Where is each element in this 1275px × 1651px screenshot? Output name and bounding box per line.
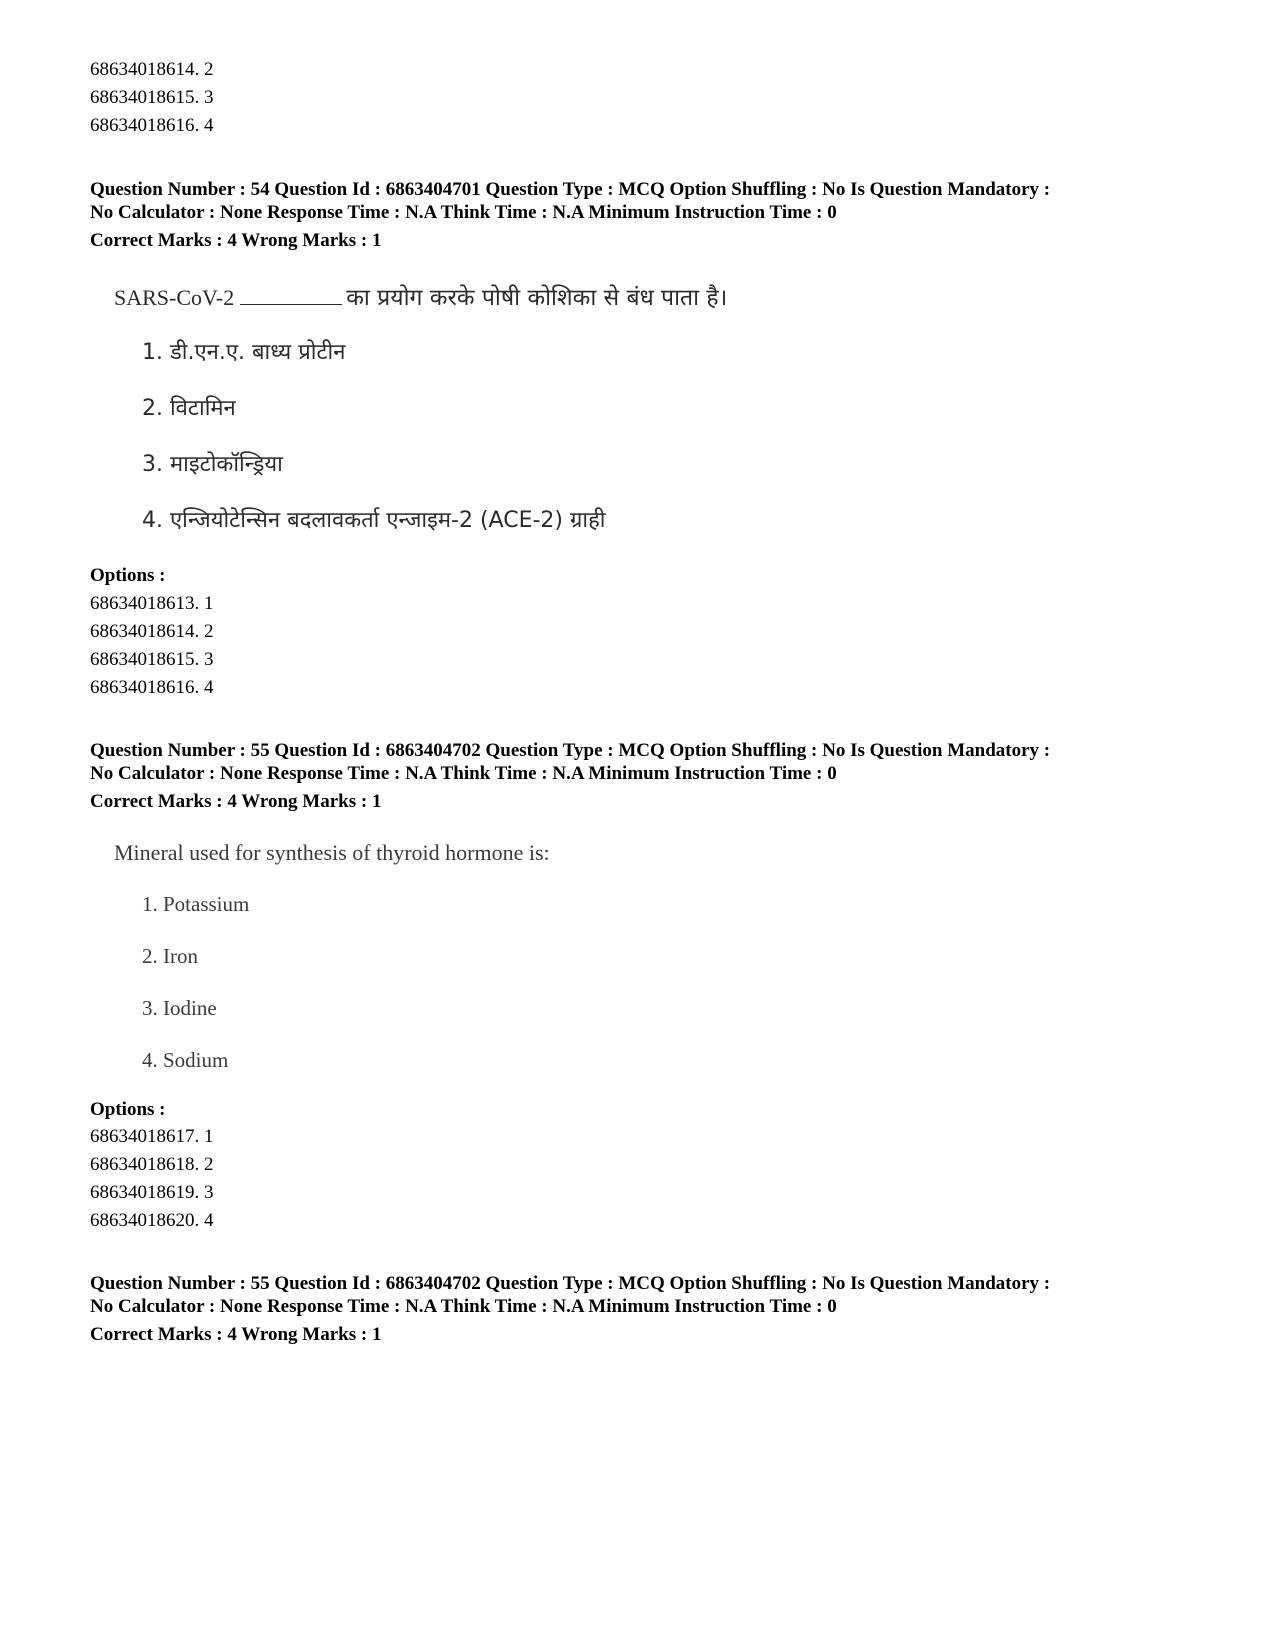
question-header-line2: No Calculator : None Response Time : N.A Think Time : N.A Minimum Instruction Time : 0	[90, 1296, 837, 1317]
options-label: Options :	[90, 1099, 166, 1120]
option-id-line: 68634018616. 4	[90, 677, 214, 698]
option-id-line: 68634018613. 1	[90, 593, 214, 614]
option-id-line: 68634018614. 2	[90, 621, 214, 642]
question-header-line1: Question Number : 54 Question Id : 6863404701 Question Type : MCQ Option Shuffling : No Is Question Mandatory :	[90, 179, 1051, 200]
answer-choice: 1. Potassium	[142, 892, 250, 916]
answer-choice: 4. एन्जियोटेन्सिन बदलावकर्ता एन्जाइम-2 (ACE-2) ग्राही	[142, 508, 606, 533]
option-id-line: 68634018616. 4	[90, 115, 214, 136]
answer-choice: 4. Sodium	[142, 1048, 229, 1072]
question-stem-prefix: SARS-CoV-2	[114, 285, 235, 310]
option-id-line: 68634018618. 2	[90, 1154, 214, 1175]
question-stem	[114, 282, 727, 314]
option-id-line: 68634018614. 2	[90, 59, 214, 80]
question-header-line1: Question Number : 55 Question Id : 6863404702 Question Type : MCQ Option Shuffling : No Is Question Mandatory :	[90, 740, 1051, 761]
options-label: Options :	[90, 565, 166, 586]
option-id-line: 68634018619. 3	[90, 1182, 214, 1203]
option-id-line: 68634018617. 1	[90, 1126, 214, 1147]
question-header-line2: No Calculator : None Response Time : N.A Think Time : N.A Minimum Instruction Time : 0	[90, 202, 837, 223]
question-marks: Correct Marks : 4 Wrong Marks : 1	[90, 791, 382, 812]
question-marks: Correct Marks : 4 Wrong Marks : 1	[90, 230, 382, 251]
question-stem-suffix: का प्रयोग करके पोषी कोशिका से बंध पाता है।	[346, 285, 728, 311]
option-id-line: 68634018615. 3	[90, 87, 214, 108]
question-header-line2: No Calculator : None Response Time : N.A Think Time : N.A Minimum Instruction Time : 0	[90, 763, 837, 784]
answer-choice: 2. विटामिन	[142, 396, 236, 421]
answer-choice: 1. डी.एन.ए. बाध्य प्रोटीन	[142, 340, 346, 365]
answer-choice: 3. माइटोकॉन्ड्रिया	[142, 452, 283, 477]
answer-choice: 2. Iron	[142, 944, 198, 968]
option-id-line: 68634018615. 3	[90, 649, 214, 670]
option-id-line: 68634018620. 4	[90, 1210, 214, 1231]
question-marks: Correct Marks : 4 Wrong Marks : 1	[90, 1324, 382, 1345]
question-header-line1: Question Number : 55 Question Id : 6863404702 Question Type : MCQ Option Shuffling : No Is Question Mandatory :	[90, 1273, 1051, 1294]
answer-choice: 3. Iodine	[142, 996, 217, 1020]
question-stem: Mineral used for synthesis of thyroid hormone is:	[114, 840, 550, 865]
fill-in-blank	[240, 284, 342, 305]
